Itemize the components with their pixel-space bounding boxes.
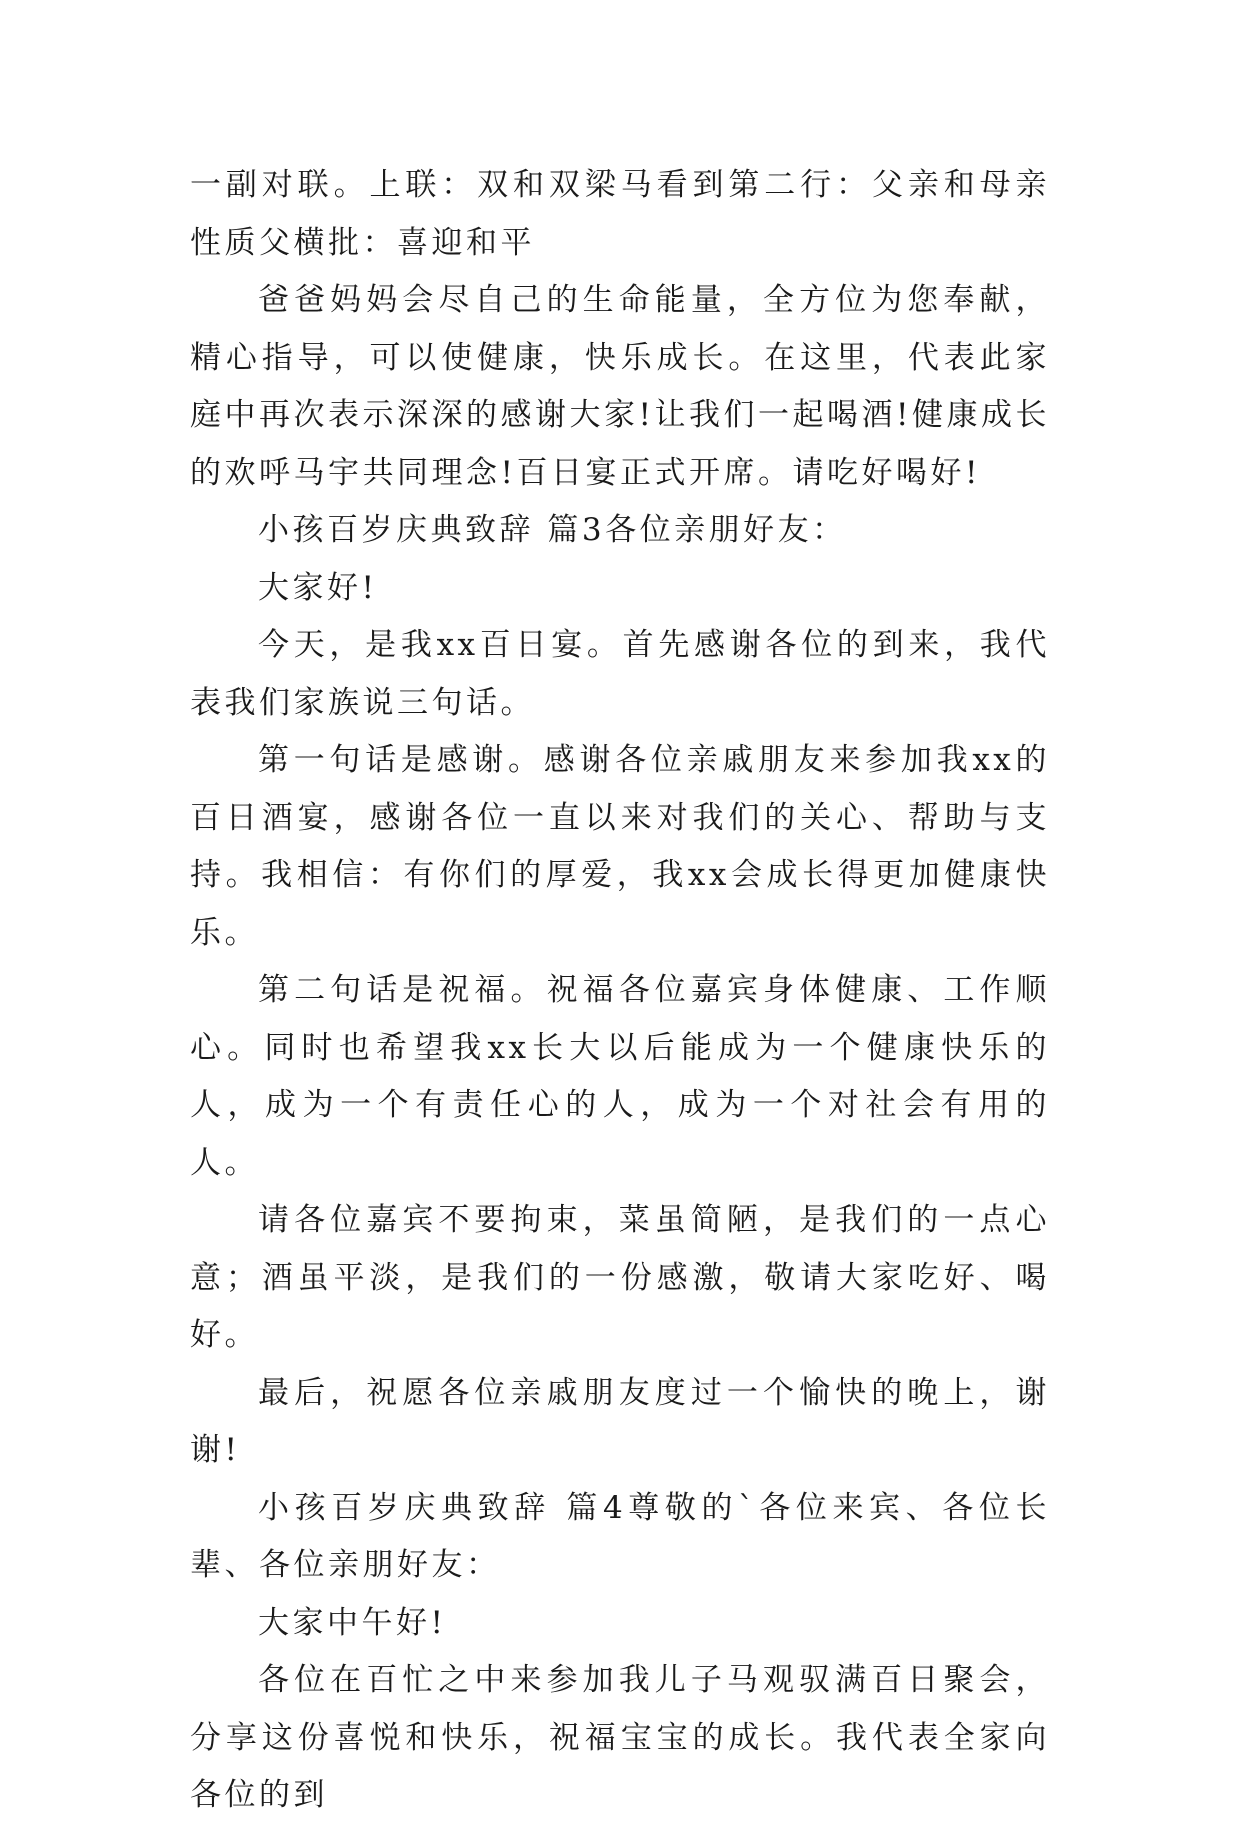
- paragraph-greeting: 大家好!: [258, 569, 378, 606]
- paragraph-opening: 今天，是我xx百日宴。首先感谢各位的到来，我代表我们家族说三句话。: [190, 627, 1050, 721]
- paragraph-noon-greeting: 大家中午好!: [258, 1604, 447, 1641]
- paragraph-first-thanks: 第一句话是感谢。感谢各位亲戚朋友来参加我xx的百日酒宴，感谢各位一直以来对我们的关心、帮助与支持。我相信：有你们的厚爱，我xx会成长得更加健康快乐。: [190, 742, 1050, 951]
- paragraph-speech-4-heading: 小孩百岁庆典致辞 篇4尊敬的`各位来宾、各位长辈、各位亲朋好友：: [190, 1489, 1050, 1583]
- paragraph-speech-3-heading: 小孩百岁庆典致辞 篇3各位亲朋好友：: [258, 512, 847, 548]
- paragraph-gathering: 各位在百忙之中来参加我儿子马观驭满百日聚会，分享这份喜悦和快乐，祝福宝宝的成长。我代表全家向各位的到: [190, 1662, 1050, 1813]
- paragraph-invitation: 请各位嘉宾不要拘束，菜虽简陋，是我们的一点心意；酒虽平淡，是我们的一份感激，敬请大家吃好、喝好。: [190, 1202, 1050, 1353]
- paragraph-couplet: 一副对联。上联：双和双梁马看到第二行：父亲和母亲性质父横批：喜迎和平: [190, 167, 1050, 261]
- paragraph-second-blessing: 第二句话是祝福。祝福各位嘉宾身体健康、工作顺心。同时也希望我xx长大以后能成为一个健康快乐的人，成为一个有责任心的人，成为一个对社会有用的人。: [190, 972, 1050, 1181]
- document-body: [190, 157, 1050, 1825]
- paragraph-closing: 最后，祝愿各位亲戚朋友度过一个愉快的晚上，谢谢!: [190, 1374, 1050, 1468]
- paragraph-parents-dedication: 爸爸妈妈会尽自己的生命能量，全方位为您奉献，精心指导，可以使健康，快乐成长。在这里，代表此家庭中再次表示深深的感谢大家!让我们一起喝酒!健康成长的欢呼马宇共同理念!百日宴正式开席。请吃好喝好!: [190, 282, 1050, 491]
